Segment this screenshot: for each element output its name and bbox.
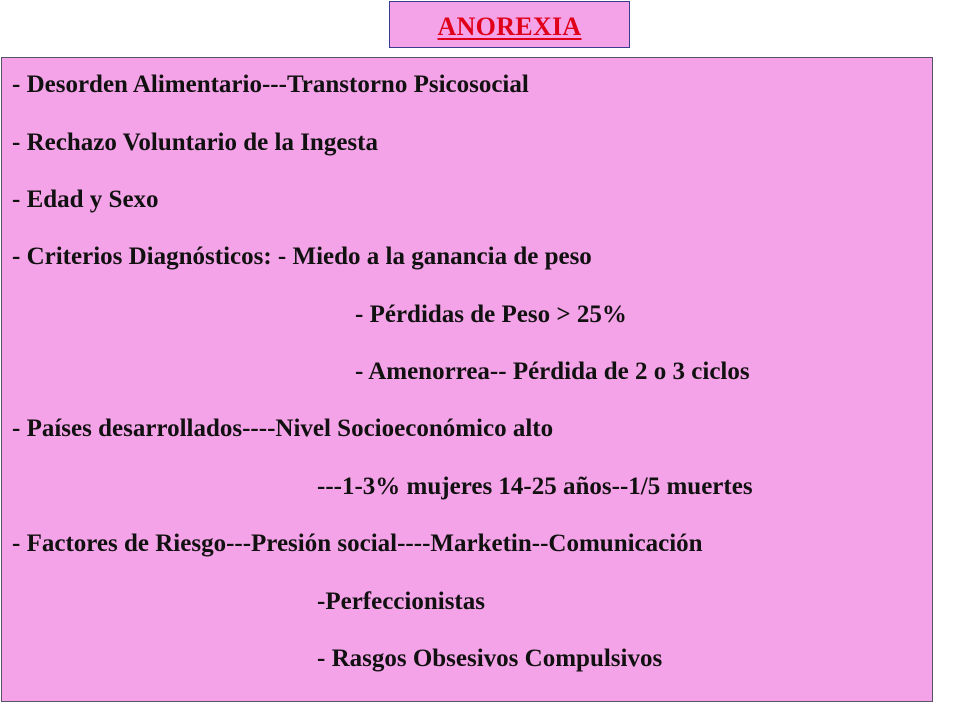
bullet-factores-riesgo: - Factores de Riesgo---Presión social----Marketin--Comunicación xyxy=(12,530,703,557)
slide-title: ANOREXIA xyxy=(437,12,582,41)
sub-bullet-rasgos: - Rasgos Obsesivos Compulsivos xyxy=(317,645,663,672)
sub-bullet-perdida-peso: - Pérdidas de Peso > 25% xyxy=(355,301,627,328)
bullet-criterios: - Criterios Diagnósticos: - Miedo a la ganancia de peso xyxy=(12,243,592,270)
bullet-rechazo: - Rechazo Voluntario de la Ingesta xyxy=(12,129,378,156)
sub-bullet-perfeccionistas: -Perfeccionistas xyxy=(317,588,485,615)
bullet-desorden: - Desorden Alimentario---Transtorno Psicosocial xyxy=(12,71,529,98)
sub-bullet-mujeres: ---1-3% mujeres 14-25 años--1/5 muertes xyxy=(317,473,753,500)
bullet-paises: - Países desarrollados----Nivel Socioeconómico alto xyxy=(12,415,554,442)
sub-bullet-amenorrea: - Amenorrea-- Pérdida de 2 o 3 ciclos xyxy=(355,358,750,385)
title-box xyxy=(389,1,630,48)
bullet-edad-sexo: - Edad y Sexo xyxy=(12,186,159,213)
content-box xyxy=(1,57,933,702)
